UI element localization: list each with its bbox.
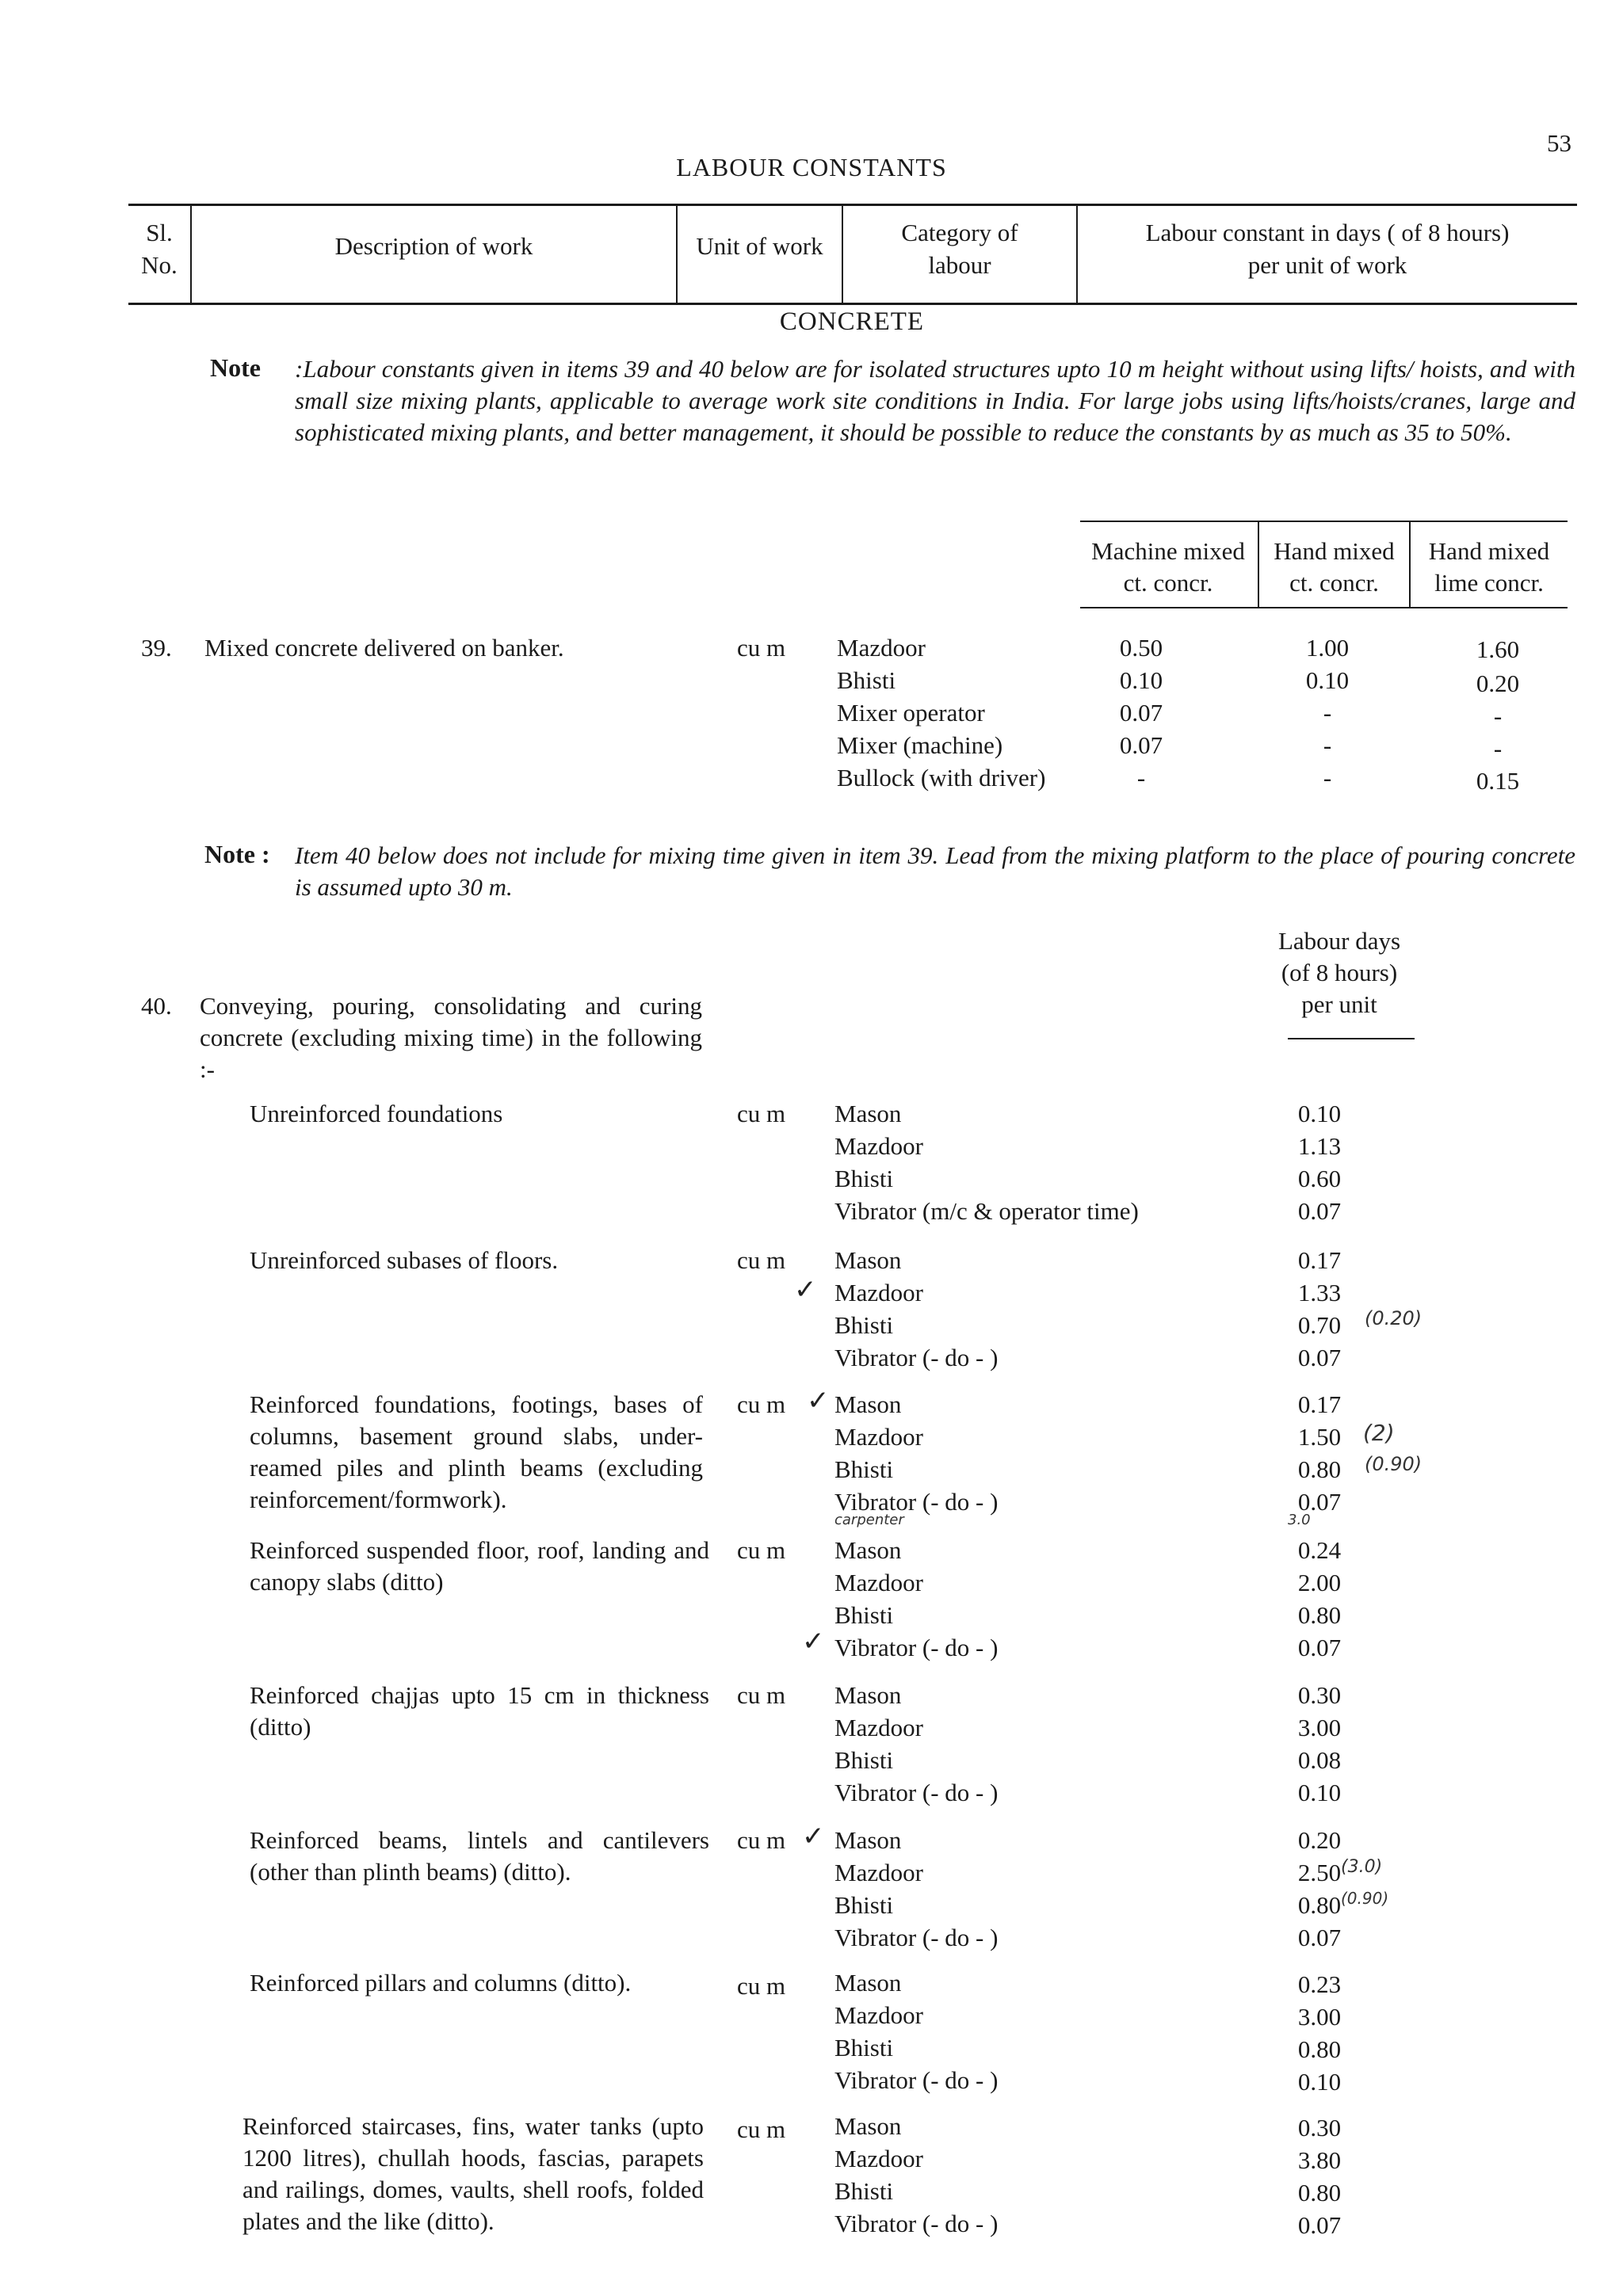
group-description: Reinforced chajjas upto 15 cm in thickness (ditto) [250,1681,709,1741]
handwritten-note: (2) [1363,1420,1395,1446]
value-cell: 3.00 [1297,2003,1342,2031]
value-cell: 0.07 [1297,2211,1342,2239]
value-cell: - [1493,734,1503,762]
value-cell: 0.10 [1297,1779,1342,1806]
labour-category: Mixer operator [837,699,985,727]
item-number: 40. [141,992,172,1020]
value-cell: 1.00 [1305,634,1350,662]
labour-category: Vibrator (- do - ) [834,1779,999,1806]
tick-mark-icon: ✓ [802,1626,825,1657]
labour-category: Vibrator (- do - ) [834,2210,999,2237]
value-cell: 0.30 [1297,2114,1342,2142]
labour-category: Mazdoor [837,634,926,662]
value-cell: 0.24 [1297,1536,1342,1564]
handwritten-note: (0.20) [1365,1307,1423,1329]
value-cell: 3.00 [1297,1714,1342,1741]
labour-category: Bhisti [837,666,896,694]
value-cell: 0.20 [1297,1826,1342,1854]
value-cell: 0.08 [1297,1746,1342,1774]
value-cell: 1.60 [1476,635,1520,663]
value-cell: - [1323,764,1332,791]
value-cell: 0.80 [1297,2035,1342,2063]
labour-category: Mazdoor [834,1859,923,1886]
unit: cu m [737,1536,786,1564]
handwritten-note: carpenter [834,1512,904,1528]
value-cell: 0.80 [1297,1891,1342,1919]
labour-category: Bhisti [834,1891,894,1919]
handwritten-note: (3.0) [1341,1857,1383,1877]
col-hand-mixed-ct: Hand mixed ct. concr. [1274,537,1395,597]
item-description: Conveying, pouring, consolidating and curing concrete (excluding mixing time) in the following :- [200,992,702,1083]
col-hand-mixed-lime: Hand mixed lime concr. [1428,537,1550,597]
labour-category: Mason [834,2112,902,2140]
value-cell: 0.10 [1305,666,1350,694]
labour-category: Bhisti [834,1165,894,1192]
value-cell: 0.07 [1119,699,1163,727]
labour-category: Bhisti [834,1746,894,1774]
value-cell: 0.10 [1297,2068,1342,2096]
unit: cu m [737,1100,786,1127]
labour-category: Mason [834,1536,902,1564]
group-description: Reinforced suspended floor, roof, landing and canopy slabs (ditto) [250,1536,709,1596]
group-description: Unreinforced foundations [250,1100,503,1127]
value-cell: 0.07 [1297,1924,1342,1951]
value-cell: 0.50 [1119,634,1163,662]
labour-category: Bhisti [834,2177,894,2205]
page-number: 53 [1547,129,1571,157]
labour-category: Mazdoor [834,1279,923,1306]
header-description: Description of work [334,232,533,260]
value-cell: 2.50 [1297,1859,1342,1886]
group-description: Reinforced foundations, footings, bases of columns, basement ground slabs, under-reamed piles and plinth beams (excluding reinforcement/formwork). [250,1390,703,1513]
value-cell: - [1136,764,1146,791]
labour-category: Mazdoor [834,2001,923,2029]
value-cell: 0.15 [1476,767,1520,795]
header-unit: Unit of work [696,232,823,260]
item-description: Mixed concrete delivered on banker. [204,634,564,662]
labour-category: Vibrator (- do - ) [834,1924,999,1951]
labour-category: Vibrator (- do - ) [834,1488,999,1516]
note-text: :Labour constants given in items 39 and 40 below are for isolated structures upto 10 m height without using lifts/ hoists, and with small size mixing plants, applicable to average work site conditions in India. For large jobs using lifts/hoists/cranes, large and sophisticated mixing plants, and better management, it should be possible to reduce the constants by as much as 35 to 50%. [295,355,1575,446]
note-text: Item 40 below does not include for mixing time given in item 39. Lead from the mixing platform to the place of pouring concrete is assumed upto 30 m. [295,841,1575,901]
page-title: LABOUR CONSTANTS [676,153,947,181]
labour-category: Vibrator (- do - ) [834,1634,999,1661]
labour-category: Mason [834,1826,902,1854]
value-cell: 0.17 [1297,1390,1342,1418]
labour-category: Mazdoor [834,1132,923,1160]
labour-category: Bhisti [834,1601,894,1629]
labour-category: Bhisti [834,1311,894,1339]
value-cell: 0.80 [1297,1601,1342,1629]
section-heading: CONCRETE [779,307,925,336]
group-description: Reinforced pillars and columns (ditto). [250,1969,632,1997]
header-sl-no: Sl. No. [141,219,178,279]
tick-mark-icon: ✓ [807,1385,830,1417]
tick-mark-icon: ✓ [802,1821,825,1852]
labour-category: Mazdoor [834,1714,923,1741]
group-description: Unreinforced subases of floors. [250,1246,559,1274]
unit: cu m [737,634,786,662]
handwritten-note: (0.90) [1365,1453,1423,1475]
labour-category: Vibrator (- do - ) [834,1344,999,1371]
value-cell: 0.20 [1476,669,1520,697]
labour-category: Bhisti [834,2034,894,2061]
value-cell: 0.80 [1297,1455,1342,1483]
labour-category: Mazdoor [834,2145,923,2172]
header-category: Category of labour [901,219,1018,279]
unit: cu m [737,1681,786,1709]
value-cell: 0.30 [1297,1681,1342,1709]
unit: cu m [737,1826,786,1854]
value-cell: 0.07 [1119,731,1163,759]
value-cell: 0.10 [1119,666,1163,694]
value-cell: 0.80 [1297,2179,1342,2206]
labour-category: Mason [834,1246,902,1274]
handwritten-note: 3.0 [1288,1512,1311,1528]
value-cell: - [1493,702,1503,730]
value-cell: 2.00 [1297,1569,1342,1596]
value-cell: 0.07 [1297,1197,1342,1225]
group-description: Reinforced beams, lintels and cantilevers (other than plinth beams) (ditto). [250,1826,709,1886]
value-cell: 1.13 [1297,1132,1342,1160]
labour-category: Mazdoor [834,1569,923,1596]
header-labour-constant: Labour constant in days ( of 8 hours) per unit of work [1145,219,1510,279]
value-cell: 0.07 [1297,1344,1342,1371]
group-description: Reinforced staircases, fins, water tanks (upto 1200 litres), chullah hoods, fascias, parapets and railings, domes, vaults, shell roofs, folded plates and the like (ditto). [242,2112,704,2235]
value-cell: 0.07 [1297,1488,1342,1516]
value-cell: 1.33 [1297,1279,1342,1306]
labour-category: Vibrator (m/c & operator time) [834,1197,1139,1225]
value-cell: 0.23 [1297,1970,1342,1998]
labour-category: Mason [834,1390,902,1418]
labour-category: Vibrator (- do - ) [834,2066,999,2094]
item-number: 39. [141,634,172,662]
value-cell: 0.70 [1297,1311,1342,1339]
labour-category: Mazdoor [834,1423,923,1451]
note-label: Note [210,353,261,382]
note-label: Note : [204,840,270,868]
labour-category: Mason [834,1681,902,1709]
labour-days-header: Labour days (of 8 hours) per unit [1277,927,1401,1018]
unit: cu m [737,2115,786,2143]
unit: cu m [737,1246,786,1274]
tick-mark-icon: ✓ [794,1274,817,1306]
labour-category: Bullock (with driver) [837,764,1046,791]
col-machine-mixed: Machine mixed ct. concr. [1091,537,1245,597]
value-cell: 0.10 [1297,1100,1342,1127]
unit: cu m [737,1390,786,1418]
value-cell: - [1323,731,1332,759]
labour-category: Bhisti [834,1455,894,1483]
labour-category: Mason [834,1100,902,1127]
value-cell: - [1323,699,1332,727]
value-cell: 0.60 [1297,1165,1342,1192]
value-cell: 3.80 [1297,2146,1342,2174]
labour-category: Mason [834,1969,902,1997]
unit: cu m [737,1972,786,2000]
handwritten-note: (0.90) [1341,1889,1389,1908]
value-cell: 0.17 [1297,1246,1342,1274]
value-cell: 0.07 [1297,1634,1342,1661]
value-cell: 1.50 [1297,1423,1342,1451]
labour-category: Mixer (machine) [837,731,1003,759]
